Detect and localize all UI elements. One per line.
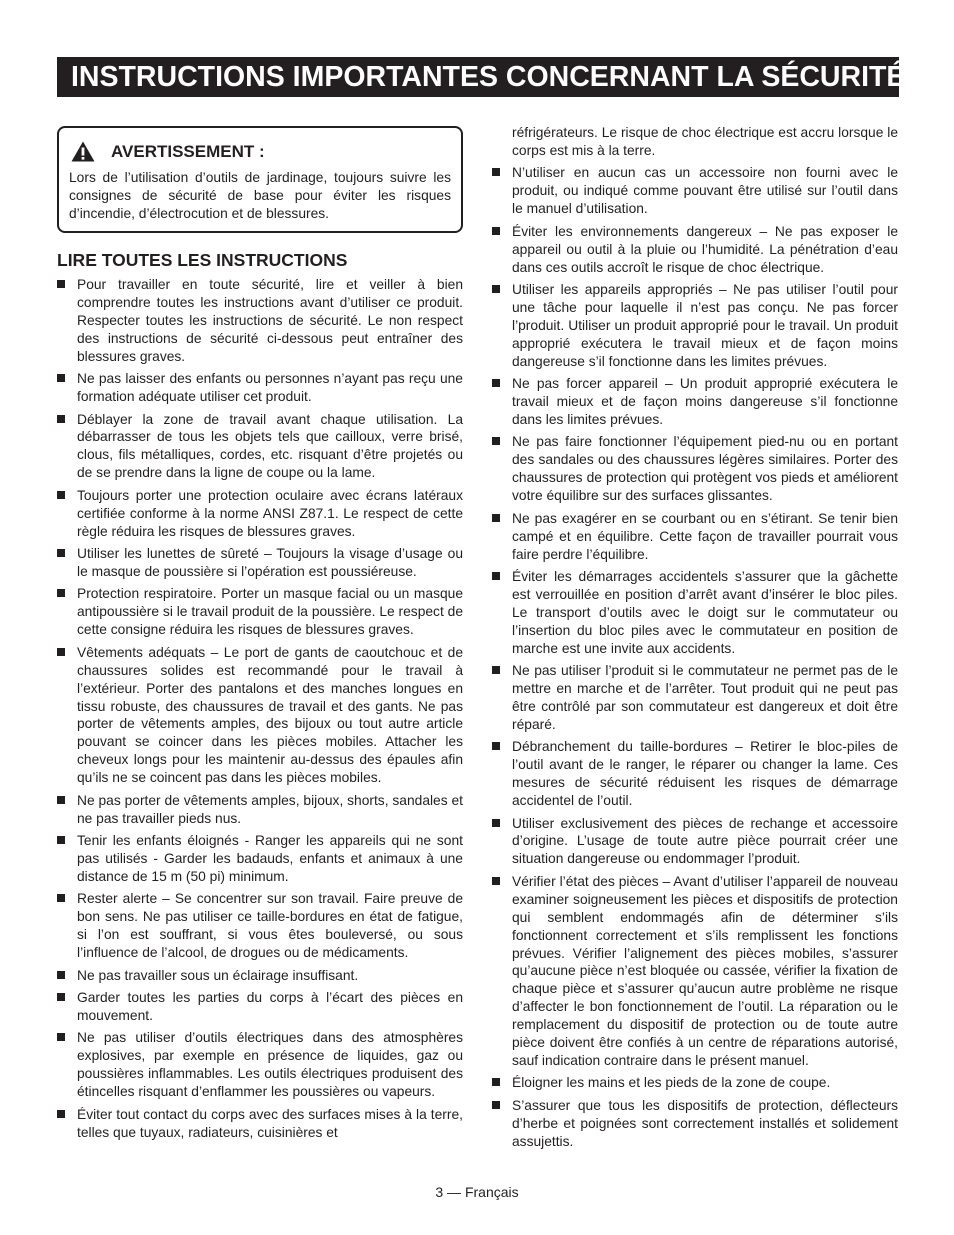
warning-box — [57, 126, 463, 233]
list-item: Éloigner les mains et les pieds de la zone de coupe. — [492, 1074, 898, 1092]
list-item: Déblayer la zone de travail avant chaque utilisation. La débarrasser de tous les objets tels que cailloux, verre brisé, clous, fils métalliques, cordes, etc. risquant d’être projetés ou de se prendre dans la ligne de coupe ou la lame. — [57, 411, 463, 483]
page-footer: 3 — Français — [435, 1184, 519, 1200]
list-item: Tenir les enfants éloignés - Ranger les appareils qui ne sont pas utilisés - Garder les badauds, enfants et animaux à une distance de 15 m (50 pi) minimum. — [57, 832, 463, 886]
list-item: Rester alerte – Se concentrer sur son travail. Faire preuve de bon sens. Ne pas utiliser ce taille-bordures en état de fatigue, si l’on est souffrant, si vous êtes bouleversé, ou sous l’influence de l’alcool, de drogues ou de médicaments. — [57, 890, 463, 962]
right-column — [492, 124, 898, 1155]
list-item: Pour travailler en toute sécurité, lire et veiller à bien comprendre toutes les instructions avant d’utiliser ce produit. Respecter toutes les instructions de sécurité. Le non respect des instructions de sécurité ci-dessous peut entraîner des blessures graves. — [57, 276, 463, 366]
warning-text: Lors de l’utilisation d’outils de jardinage, toujours suivre les consignes de sécurité de base pour éviter les risques d’incendie, d’électrocution et de blessures. — [69, 170, 451, 221]
list-item: Ne pas laisser des enfants ou personnes n’ayant pas reçu une formation adéquate utiliser cet produit. — [57, 370, 463, 406]
list-item: Ne pas forcer appareil – Un produit approprié exécutera le travail mieux et de façon moins dangereuse s’il fonctionne dans les limites prévues. — [492, 375, 898, 429]
list-item: Vêtements adéquats – Le port de gants de caoutchouc et de chaussures solides est recommandé pour le travail à l’extérieur. Porter des pantalons et des manches longues en tissu robuste, des chaussures de travail et des gants. Ne pas porter de vêtements amples, des bijoux ou tout autre article pouvant se coincer dans les pièces mobiles. Attacher les cheveux longs pour les maintenir au-dessus des épaules afin qu’ils ne se coincent pas dans les pièces mobiles. — [57, 644, 463, 787]
list-item: Ne pas utiliser l’produit si le commutateur ne permet pas de le mettre en marche et de l’arrêter. Tout produit qui ne peut pas être contrôlé par son commutateur est dangereux et doit être réparé. — [492, 662, 898, 734]
list-item: Protection respiratoire. Porter un masque facial ou un masque antipoussière si le travail produit de la poussière. Le respect de cette consigne réduira les risques de blessures graves. — [57, 585, 463, 639]
list-item: Utiliser exclusivement des pièces de rechange et accessoire d’origine. L’usage de toute autre pièce pourrait créer une situation dangereuse ou endommager l’produit. — [492, 815, 898, 869]
list-item: S’assurer que tous les dispositifs de protection, déflecteurs d’herbe et poignées sont correctement installés et solidement assujettis. — [492, 1097, 898, 1151]
list-item: Éviter tout contact du corps avec des surfaces mises à la terre, telles que tuyaux, radiateurs, cuisinières et — [57, 1106, 463, 1142]
list-item: Éviter les démarrages accidentels s’assurer que la gâchette est verrouillée en position d’arrêt avant d’insérer le bloc piles. Le transport d’outils avec le doigt sur le commutateur ou l’insertion du bloc piles avec le commutateur en position de marche est une invite aux accidents. — [492, 568, 898, 658]
warning-header — [69, 141, 451, 162]
list-item: Vérifier l’état des pièces – Avant d’utiliser l’appareil de nouveau examiner soigneusement les pièces et dispositifs de protection qui semblent endommagés afin de déterminer s’ils fonctionnent correctement et s’ils remplissent les fonctions prévues. Vérifier l’alignement des pièces mobiles, s’assurer qu’aucune pièce n’est bloquée ou cassée, vérifier la fixation de chaque pièce et s’assurer qu’aucun autre problème ne risque d’affecter le bon fonctionnement de l’outil. La réparation ou le remplacement du dispositif de protection ou de toute autre pièce doivent être confiés à un centre de réparations autorisé, sauf indication contraire dans le présent manuel. — [492, 873, 898, 1070]
list-item: Garder toutes les parties du corps à l’écart des pièces en mouvement. — [57, 989, 463, 1025]
list-item: Toujours porter une protection oculaire avec écrans latéraux certifiée conforme à la norme ANSI Z87.1. Le respect de cette règle réduira les risques de blessures graves. — [57, 487, 463, 541]
continued-item-text: réfrigérateurs. Le risque de choc électrique est accru lorsque le corps est mis à la terre. — [512, 125, 898, 158]
list-item: Ne pas exagérer en se courbant ou en s’étirant. Se tenir bien campé et en équilibre. Cette façon de travailler pourrait vous faire perdre l’équilibre. — [492, 510, 898, 564]
warning-heading: AVERTISSEMENT : — [111, 141, 265, 161]
page-title: INSTRUCTIONS IMPORTANTES CONCERNANT LA SÉCURITÉ — [57, 57, 899, 97]
list-item: Ne pas faire fonctionner l’équipement pied-nu ou en portant des sandales ou des chaussures légères similaires. Porter des chaussures de protection qui protègent vos pieds et améliorent votre équilibre sur des surfaces glissantes. — [492, 433, 898, 505]
warning-triangle-icon — [71, 141, 95, 162]
list-item: Ne pas utiliser d’outils électriques dans des atmosphères explosives, par exemple en présence de liquides, gaz ou poussières inflammables. Les outils électriques produisent des étincelles risquant d’enflammer les poussières ou vapeurs. — [57, 1029, 463, 1101]
list-item: Ne pas travailler sous un éclairage insuffisant. — [57, 967, 463, 985]
left-column — [57, 126, 463, 1146]
list-item: Ne pas porter de vêtements amples, bijoux, shorts, sandales et ne pas travailler pieds nus. — [57, 792, 463, 828]
list-item: Éviter les environnements dangereux – Ne pas exposer le appareil ou outil à la pluie ou l’humidité. La pénétration d’eau dans ces outils accroît le risque de choc électrique. — [492, 223, 898, 277]
right-instruction-list — [492, 164, 898, 1150]
list-item: Débranchement du taille-bordures – Retirer le bloc-piles de l’outil avant de le ranger, le réparer ou changer la lame. Ces mesures de sécurité réduisent les risques de démarrage accidentel de l’outil. — [492, 738, 898, 810]
list-item: Utiliser les lunettes de sûreté – Toujours la visage d’usage ou le masque de poussière si l’opération est poussiéreuse. — [57, 545, 463, 581]
list-item: Utiliser les appareils appropriés – Ne pas utiliser l’outil pour une tâche pour laquelle il n’est pas conçu. Ne pas forcer l’produit. Utiliser un produit approprié pour le travail. Un produit approprié exécutera le travail mieux et de façon moins dangereuse s’il fonctionne dans les limites prévues. — [492, 281, 898, 371]
section-heading: LIRE TOUTES LES INSTRUCTIONS — [57, 250, 348, 270]
list-item: N’utiliser en aucun cas un accessoire non fourni avec le produit, ou indiqué comme pouvant être utilisé sur l’outil dans le manuel d’utilisation. — [492, 164, 898, 218]
left-instruction-list — [57, 276, 463, 1142]
